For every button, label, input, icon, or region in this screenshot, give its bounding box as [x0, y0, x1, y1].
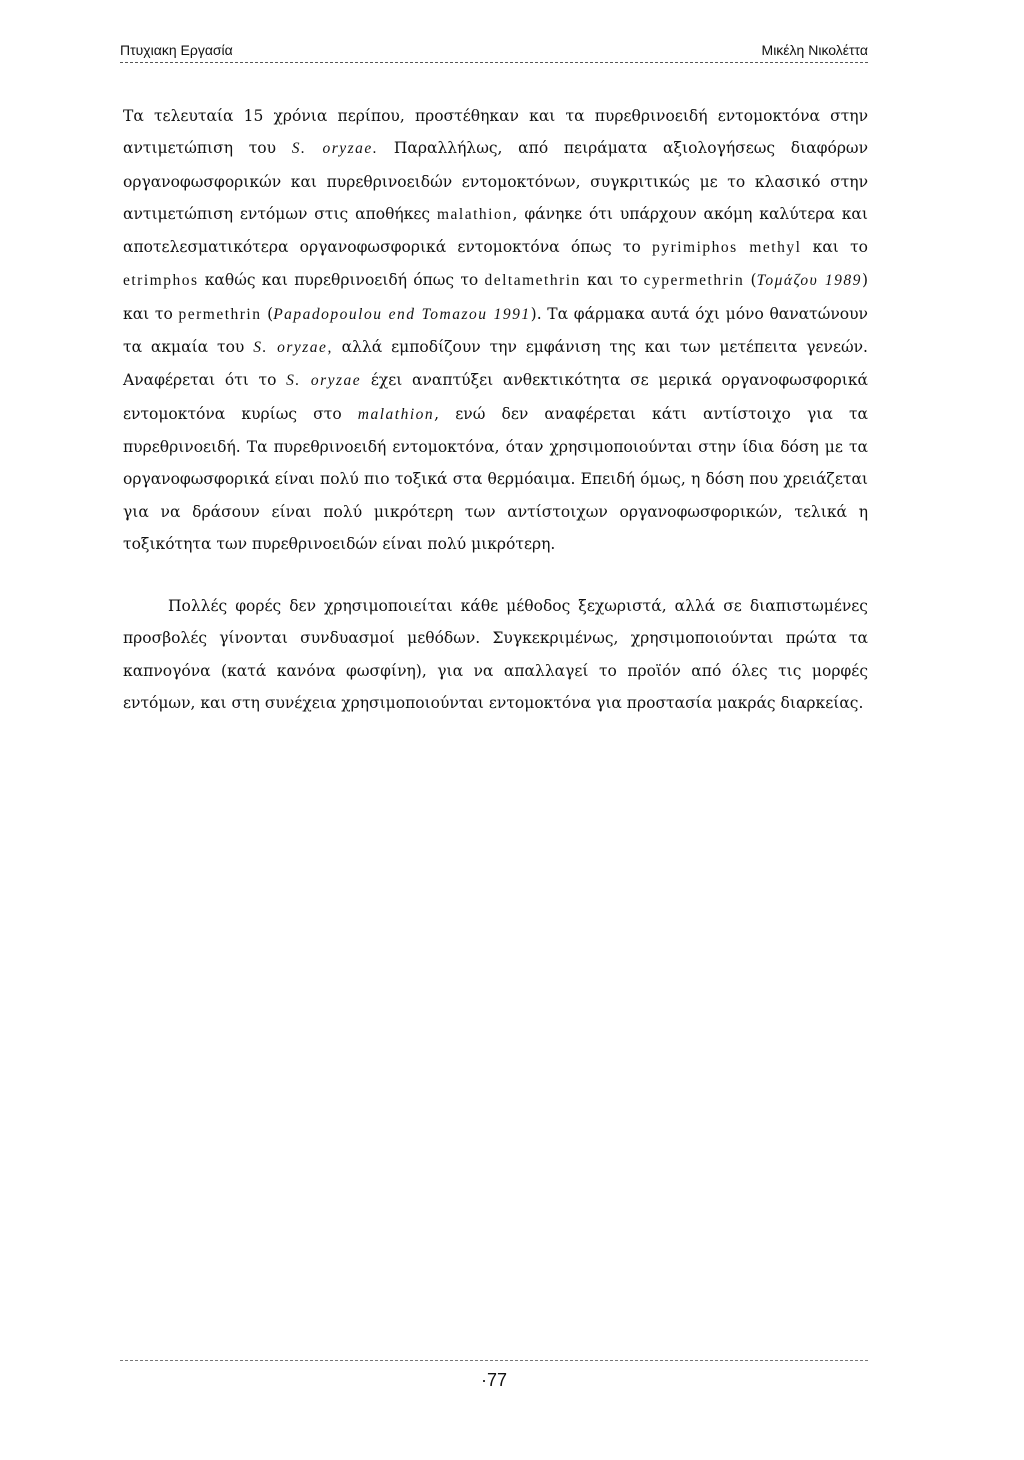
header-rule	[120, 62, 868, 63]
p1-text-5: , φάνηκε ότι υπάρχουν ακόμη καλύτερα και αποτελεσματικότερα οργανοφωσφορικά εντομοκτόνα όπως το	[123, 204, 868, 257]
chemical-name: deltamethrin	[484, 272, 581, 290]
citation: Τομάζου 1989	[756, 272, 862, 290]
p1-text-23: έχει αναπτύξει ανθεκτικότητα σε μερικά οργανοφωσφορικά εντομοκτόνα κυρίως στο	[123, 371, 868, 423]
chemical-name: malathion	[437, 205, 513, 223]
chemical-name: etrimphos	[123, 272, 199, 290]
p1-text-21: αλλά εμποδίζουν την εμφάνιση της και των μετέπειτα γενεών. Αναφέρεται ότι το	[123, 338, 868, 390]
chemical-name: cypermethrin	[643, 272, 745, 290]
p1-text-11: και το	[580, 271, 644, 290]
citation: Papadopoulou end Tomazou 1991	[273, 305, 531, 323]
p1-text-13: (	[744, 271, 757, 290]
species-name: S. oryzae	[286, 372, 362, 390]
chemical-name: pyrimiphos methyl	[652, 239, 802, 257]
species-name: S. oryzae.	[291, 140, 379, 158]
paragraph-2: Πολλές φορές δεν χρησιμοποιείται κάθε μέθοδος ξεχωριστά, αλλά σε διαπιστωμένες προσβολές γίνονται συνδυασμοί μεθόδων. Συγκεκριμένως, χρησιμοποιούνται πρώτα τα καπνογόνα (κατά κανόνα φωσφίνη), για να απαλλαγεί το προϊόν από όλες τις μορφές εντόμων, και στη συνέχεια χρησιμοποιούνται εντομοκτόνα για προστασία μακράς διαρκείας.	[123, 597, 868, 713]
page-header	[120, 38, 868, 66]
p1-text-7: και το	[801, 238, 868, 257]
p1-text-1: Τα τελευταία 15 χρόνια περίπου, προστέθηκαν και τα πυρεθρινοειδή εντομοκτόνα στην αντιμετώπιση του	[123, 107, 868, 158]
page-number: ·77	[480, 1370, 507, 1390]
footer-rule	[120, 1360, 868, 1361]
body-text	[123, 100, 868, 719]
p1-text-15: ) και το	[123, 271, 868, 323]
page-footer	[120, 1360, 868, 1420]
p1-text-9: καθώς και πυρεθρινοειδή όπως το	[198, 271, 485, 290]
species-name: S. oryzae,	[253, 339, 333, 357]
chemical-name: malathion	[357, 405, 435, 423]
header-author: Μικέλη Νικολέττα	[761, 42, 868, 58]
p1-text-19: ). Τα φάρμακα αυτά όχι μόνο θανατώνουν τα ακμαία του	[123, 304, 868, 357]
p1-text-17: (	[261, 304, 274, 323]
paragraph-1	[123, 100, 868, 560]
p1-text-3: Παραλλήλως, από πειράματα αξιολογήσεως διαφόρων οργανοφωσφορικών και πυρεθρινοειδών εντομοκτόνων, συγκριτικώς με το κλασικό στην αντιμετώπιση εντόμων στις αποθήκες	[123, 139, 868, 223]
header-title: Πτυχιακη Εργασία	[120, 42, 233, 58]
chemical-name: permethrin	[178, 305, 262, 323]
p1-text-25: , ενώ δεν αναφέρεται κάτι αντίστοιχο για τα πυρεθρινοειδή. Τα πυρεθρινοειδή εντομοκτόνα, όταν χρησιμοποιούνται στην ίδια δόση με τα οργανοφωσφορικά είναι πολύ πιο τοξικά στα θερμόαιμα. Επειδή όμως, η δόση που χρειάζεται για να δράσουν είναι πολύ μικρότερη των αντίστοιχων οργανοφωσφορικών, τελικά η τοξικότητα των πυρεθρινοειδών είναι πολύ μικρότερη.	[123, 404, 868, 553]
